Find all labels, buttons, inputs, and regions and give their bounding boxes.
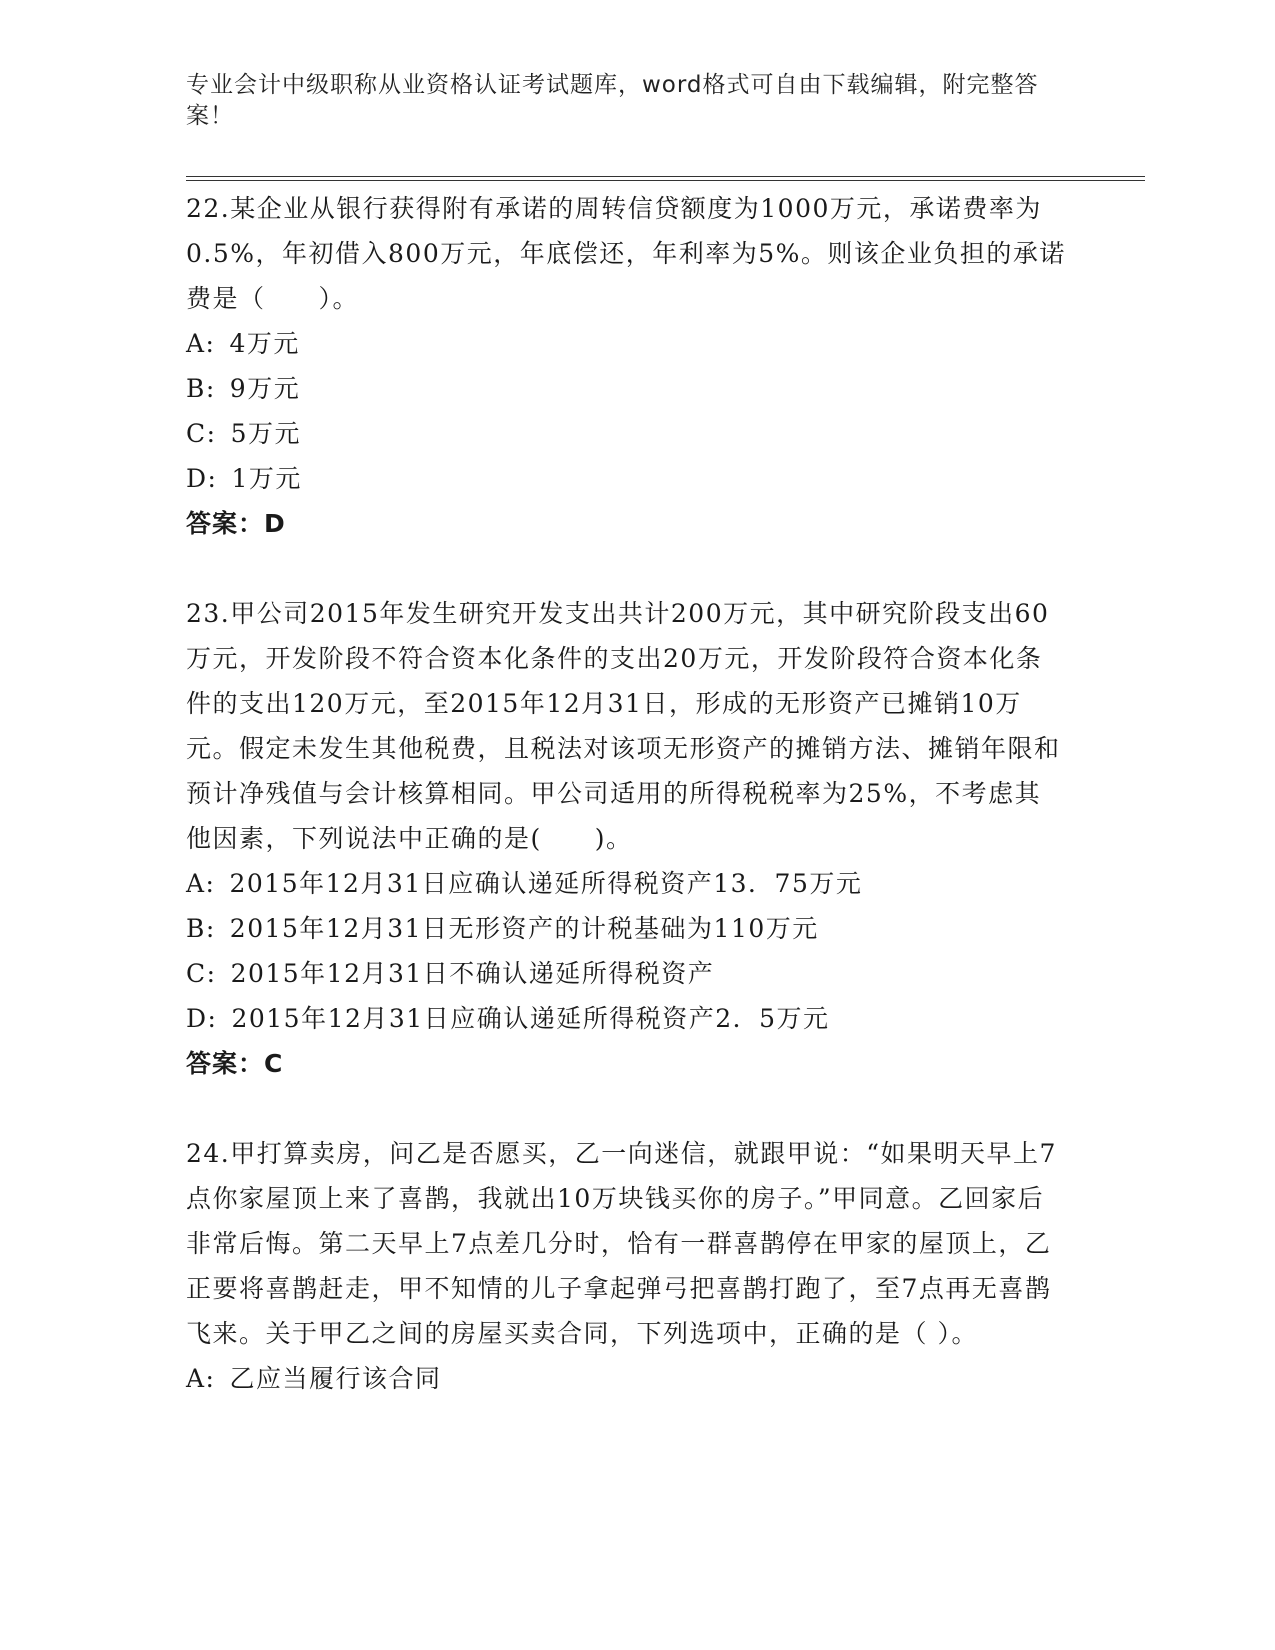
option-text: 2015年12月31日应确认递延所得税资产13．75万元 [229,869,863,898]
option-letter: C: [186,419,217,448]
option-d [186,996,1066,1041]
answer-line: 答案：C [186,1049,284,1078]
question-list [186,186,1066,1401]
option-letter: B: [186,914,216,943]
option-c [186,951,1066,996]
option-letter: D: [186,464,218,493]
option-b [186,906,1066,951]
option-text: 2015年12月31日应确认递延所得税资产2．5万元 [231,1004,830,1033]
option-letter: A: [186,1364,216,1393]
option-d [186,456,1066,501]
option-text: 乙应当履行该合同 [229,1364,442,1393]
answer-line: 答案：D [186,509,286,538]
option-text: 5万元 [230,419,301,448]
option-text: 4万元 [229,329,300,358]
option-c [186,411,1066,456]
option-letter: D: [186,1004,218,1033]
header-title: 专业会计中级职称从业资格认证考试题库，word格式可自由下载编辑，附完整答案！ [186,72,1039,129]
option-a [186,1356,1066,1401]
header-divider [186,176,1145,181]
option-letter: A: [186,329,216,358]
page-header [186,70,1066,132]
option-text: 1万元 [231,464,302,493]
question-stem: 23.甲公司2015年发生研究开发支出共计200万元，其中研究阶段支出60万元，开发阶段不符合资本化条件的支出20万元，开发阶段符合资本化条件的支出120万元，至2015年12月31日，形成的无形资产已摊销10万元。假定未发生其他税费，且税法对该项无形资产的摊销方法、摊销年限和预计净残值与会计核算相同。甲公司适用的所得税税率为25%，不考虑其他因素，下列说法中正确的是( )。 [186,599,1061,853]
option-letter: A: [186,869,216,898]
option-text: 9万元 [229,374,301,403]
option-a [186,321,1066,366]
option-text: 2015年12月31日不确认递延所得税资产 [230,959,715,988]
option-text: 2015年12月31日无形资产的计税基础为110万元 [229,914,819,943]
option-a [186,861,1066,906]
question-23 [186,591,1066,1086]
question-stem: 22.某企业从银行获得附有承诺的周转信贷额度为1000万元，承诺费率为0.5%，年初借入800万元，年底偿还，年利率为5%。则该企业负担的承诺费是（ ）。 [186,194,1066,313]
option-b [186,366,1066,411]
question-24 [186,1131,1066,1401]
question-stem: 24.甲打算卖房，问乙是否愿买，乙一向迷信，就跟甲说：“如果明天早上7点你家屋顶上来了喜鹊，我就出10万块钱买你的房子。”甲同意。乙回家后非常后悔。第二天早上7点差几分时，恰有一群喜鹊停在甲家的屋顶上，乙正要将喜鹊赶走，甲不知情的儿子拿起弹弓把喜鹊打跑了，至7点再无喜鹊飞来。关于甲乙之间的房屋买卖合同，下列选项中，正确的是（ ）。 [186,1139,1057,1348]
option-letter: C: [186,959,217,988]
question-22 [186,186,1066,546]
option-letter: B: [186,374,216,403]
